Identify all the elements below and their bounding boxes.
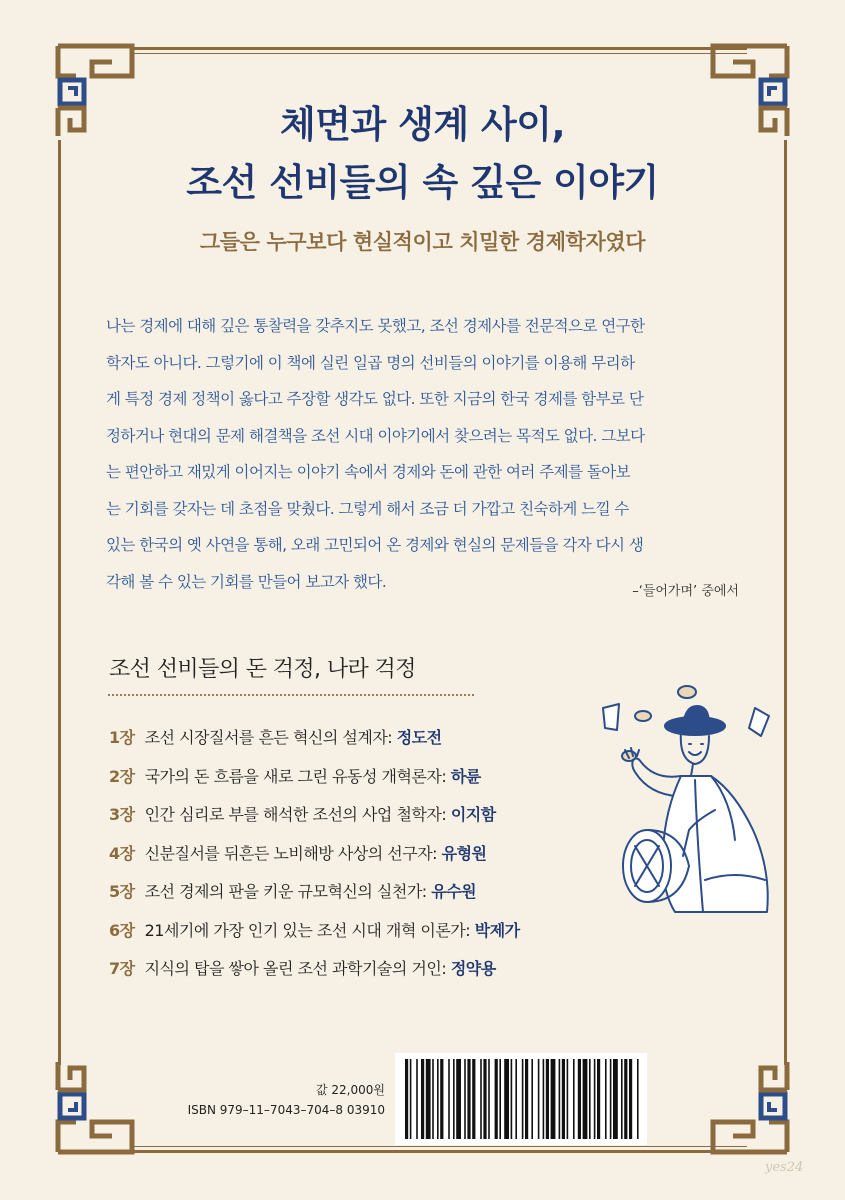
intro-excerpt: [106, 308, 766, 600]
intro-line: 는 기회를 갖자는 데 초점을 맞췄다. 그렇게 해서 조금 더 가깝고 친숙하게 느낄 수: [106, 499, 629, 518]
toc-item: [109, 879, 520, 918]
barcode-bar: [538, 1059, 540, 1139]
barcode: [395, 1053, 647, 1145]
barcode-bar: [629, 1059, 632, 1139]
chapter-description: 인간 심리로 부를 해석한 조선의 사업 철학자:: [144, 805, 447, 824]
chapter-person: 이지함: [450, 805, 496, 824]
barcode-bar: [522, 1059, 524, 1139]
barcode-bar: [453, 1059, 455, 1139]
chapter-number: 6장: [109, 920, 135, 940]
barcode-bar: [426, 1059, 431, 1139]
barcode-bar: [589, 1059, 591, 1139]
intro-line: 정하거나 현대의 문제 해결책을 조선 시대 이야기에서 찾으려는 목적도 없다. 그보다: [106, 426, 645, 445]
barcode-bar: [515, 1059, 517, 1139]
headline-line-2: 조선 선비들의 속 깊은 이야기: [186, 161, 659, 204]
barcode-bar: [597, 1059, 600, 1139]
chapter-description: 신분질서를 뒤흔든 노비해방 사상의 선구자:: [144, 843, 438, 863]
isbn-number: ISBN 979–11–7043–704–8 03910: [187, 1103, 385, 1117]
toc-list: [109, 725, 520, 995]
intro-line: 있는 한국의 옛 사연을 통해, 오래 고민되어 온 경제와 현실의 문제들을 각자 다시 생: [106, 536, 644, 554]
chapter-person: 정도전: [396, 728, 442, 747]
barcode-bar: [583, 1059, 588, 1139]
barcode-bar: [421, 1059, 424, 1139]
frame-top-line-inner: [132, 53, 747, 54]
headline: [0, 96, 845, 212]
barcode-bar: [573, 1059, 575, 1139]
scholar-drum-illustration: [585, 680, 775, 920]
barcode-bar: [624, 1059, 627, 1139]
chapter-number: 3장: [109, 805, 135, 824]
barcode-bar: [504, 1059, 509, 1139]
barcode-bar: [495, 1059, 498, 1139]
barcode-bar: [567, 1059, 569, 1139]
barcode-bar: [610, 1059, 612, 1139]
frame-left-line: [58, 140, 61, 1065]
barcode-bar: [543, 1059, 545, 1139]
toc-item: [109, 841, 520, 880]
chapter-description: 21세기에 가장 인기 있는 조선 시대 개혁 이론가:: [144, 920, 471, 940]
barcode-bar: [551, 1059, 556, 1139]
frame-bottom-line-inner: [132, 1146, 747, 1147]
intro-line: 게 특정 경제 정책이 옳다고 주장할 생각도 없다. 또한 지금의 한국 경제를 함부로 단: [106, 390, 644, 408]
barcode-bar: [483, 1059, 486, 1139]
barcode-bar: [605, 1059, 607, 1139]
toc-divider: [108, 694, 474, 696]
barcode-bar: [410, 1059, 412, 1139]
corner-ornament-bottom-right: [707, 1058, 793, 1158]
barcode-bar: [437, 1059, 439, 1139]
frame-bottom-line: [132, 1150, 747, 1153]
subheadline: 그들은 누구보다 현실적이고 치밀한 경제학자였다: [199, 230, 646, 254]
chapter-person: 박제가: [474, 920, 520, 940]
barcode-bar: [499, 1059, 501, 1139]
barcode-bar: [562, 1059, 565, 1139]
barcode-bar: [480, 1059, 482, 1139]
barcode-bars: [395, 1053, 647, 1145]
chapter-number: 2장: [109, 766, 135, 786]
intro-line: 는 편안하고 재밌게 이어지는 이야기 속에서 경제와 돈에 관한 여러 주제를 돌아보: [106, 463, 631, 481]
chapter-description: 조선 시장질서를 흔든 혁신의 설계자:: [144, 728, 393, 747]
barcode-bar: [637, 1059, 639, 1139]
chapter-description: 조선 경제의 판을 키운 규모혁신의 실천가:: [144, 882, 427, 901]
intro-line: 각해 볼 수 있는 기회를 만들어 보고자 했다.: [106, 572, 387, 591]
barcode-bar: [594, 1059, 596, 1139]
intro-line: 나는 경제에 대해 깊은 통찰력을 갖추지도 못했고, 조선 경제사를 전문적으로 연구한: [106, 317, 645, 335]
headline-line-1: 체면과 생계 사이,: [279, 103, 565, 146]
chapter-description: 지식의 탑을 쌓아 올린 조선 과학기술의 거인:: [144, 959, 447, 978]
price-label: 값 22,000원: [316, 1083, 385, 1097]
toc-item: [109, 802, 520, 841]
chapter-person: 하륜: [450, 766, 481, 786]
toc-item: [109, 918, 520, 957]
barcode-bar: [440, 1059, 443, 1139]
chapter-person: 유수원: [431, 882, 477, 901]
chapter-number: 1장: [109, 728, 135, 747]
barcode-bar: [525, 1059, 528, 1139]
toc-item: [109, 725, 520, 764]
barcode-bar: [405, 1059, 408, 1139]
frame-top-line: [132, 47, 747, 50]
excerpt-source: –‘들어가며’ 중에서: [632, 584, 739, 599]
intro-line: 학자도 아니다. 그렇기에 이 책에 실린 일곱 명의 선비들의 이야기를 이용해 무리하: [106, 353, 635, 372]
barcode-bar: [511, 1059, 513, 1139]
toc-title: 조선 선비들의 돈 걱정, 나라 걱정: [109, 657, 416, 682]
corner-ornament-bottom-left: [52, 1058, 138, 1158]
watermark: yes24: [765, 1160, 804, 1175]
toc-item: [109, 956, 520, 995]
price-block: [188, 1080, 385, 1120]
frame-right-line: [784, 140, 787, 1065]
barcode-bar: [456, 1059, 461, 1139]
barcode-bar: [559, 1059, 561, 1139]
chapter-number: 7장: [109, 959, 135, 978]
barcode-bar: [448, 1059, 450, 1139]
barcode-bar: [621, 1059, 623, 1139]
barcode-bar: [578, 1059, 581, 1139]
barcode-bar: [531, 1059, 533, 1139]
barcode-bar: [488, 1059, 490, 1139]
barcode-bar: [464, 1059, 466, 1139]
barcode-bar: [613, 1059, 618, 1139]
chapter-person: 정약용: [450, 959, 496, 978]
chapter-person: 유형원: [441, 843, 487, 863]
chapter-number: 5장: [109, 882, 135, 901]
chapter-description: 국가의 돈 흐름을 새로 그린 유동성 개혁론자:: [144, 766, 447, 786]
barcode-bar: [546, 1059, 549, 1139]
barcode-bar: [467, 1059, 470, 1139]
barcode-bar: [432, 1059, 434, 1139]
chapter-number: 4장: [109, 843, 135, 863]
barcode-bar: [472, 1059, 475, 1139]
toc-item: [109, 764, 520, 803]
barcode-bar: [416, 1059, 418, 1139]
